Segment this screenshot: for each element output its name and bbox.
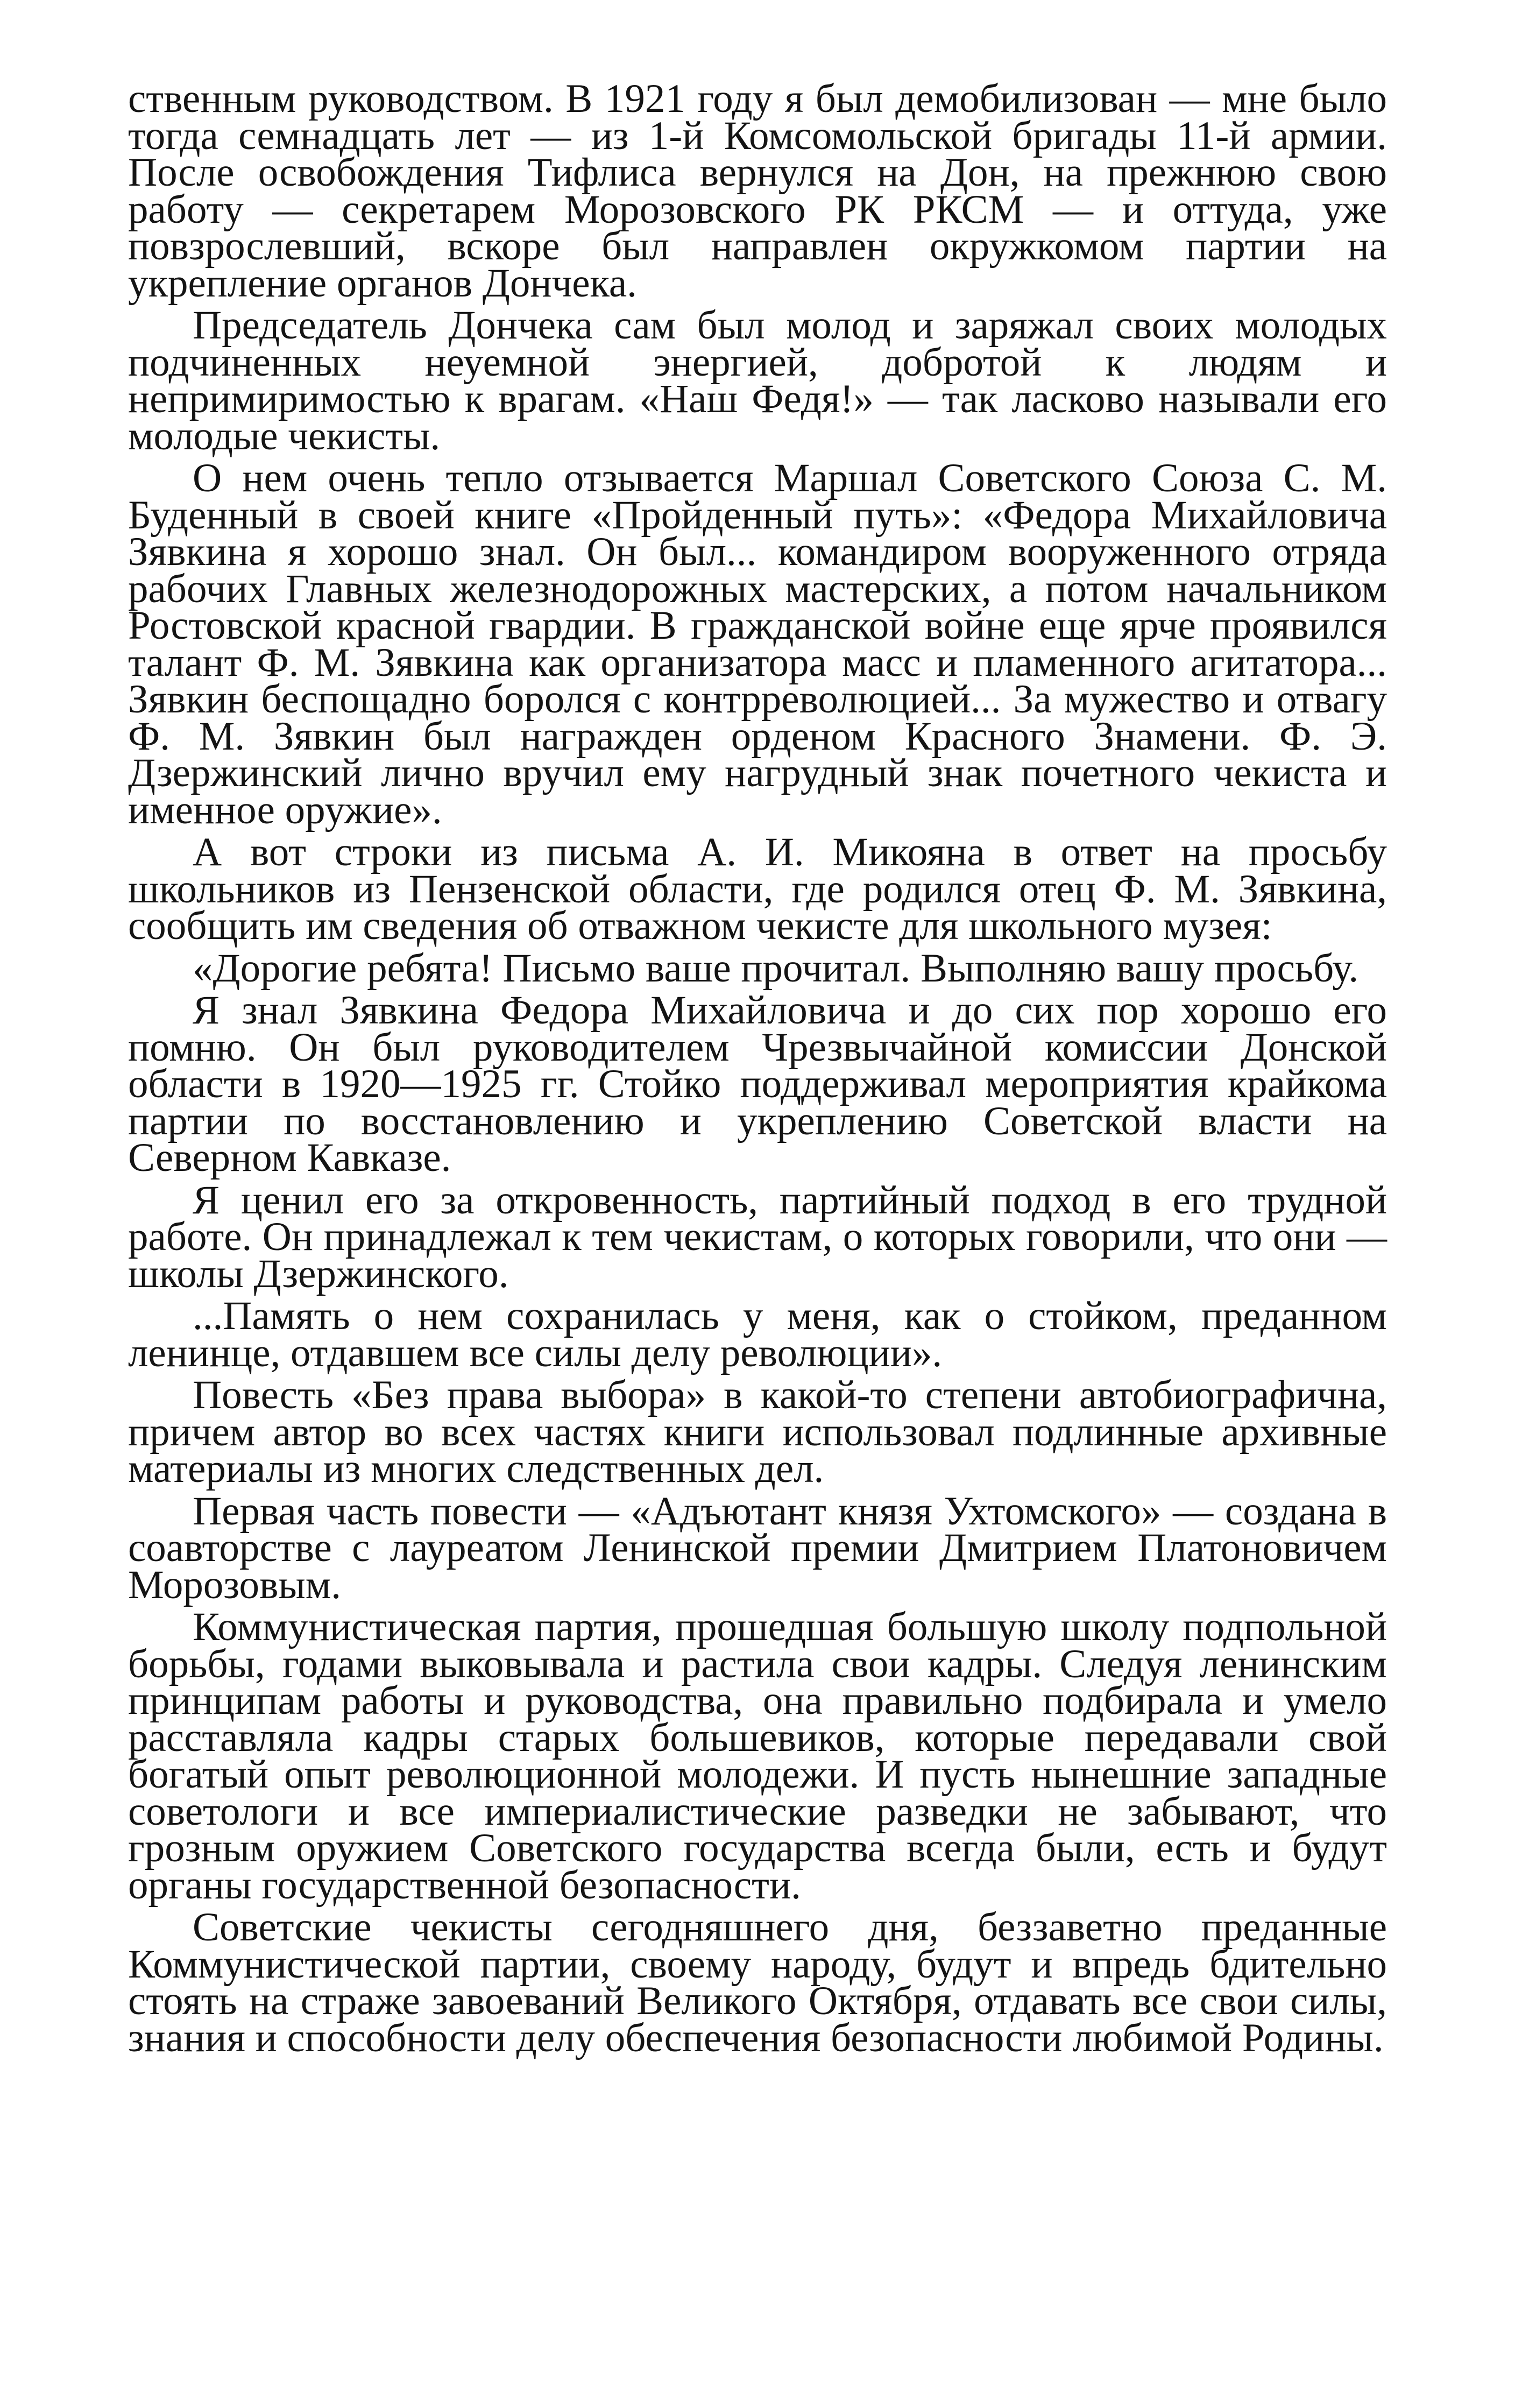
paragraph-6: Я знал Зявкина Федора Михайловича и до сих пор хорошо его помню. Он был руководителем Чрезвычайной комиссии Донской области в 1920—1925 гг. Стойко поддерживал мероприятия крайкома партии по восстановлению и укреплению Советской власти на Северном Кавказе.: [128, 988, 1387, 1180]
paragraph-8: ...Память о нем сохранилась у меня, как о стойком, преданном ленинце, отдавшем все силы делу революции».: [128, 1294, 1387, 1375]
paragraph-4: А вот строки из письма А. И. Микояна в ответ на просьбу школьников из Пензенской области, где родился отец Ф. М. Зявкина, сообщить им сведения об отважном чекисте для школьного музея:: [128, 830, 1387, 948]
paragraph-3: О нем очень тепло отзывается Маршал Советского Союза С. М. Буденный в своей книге «Пройденный путь»: «Федора Михайловича Зявкина я хорошо знал. Он был... командиром вооруженного отряда рабочих Главных железнодорожных мастерских, а потом начальником Ростовской красной гвардии. В гражданской войне еще ярче проявился талант Ф. М. Зявкина как организатора масс и пламенного агитатора... Зявкин беспощадно боролся с контрреволюцией... За мужество и отвагу Ф. М. Зявкин был награжден орденом Красного Знамени. Ф. Э. Дзержинский лично вручил ему нагрудный знак почетного чекиста и именное оружие».: [128, 456, 1387, 832]
body-text: [128, 76, 1387, 2062]
paragraph-9: Повесть «Без права выбора» в какой-то степени автобиографична, причем автор во всех частях книги использовал подлинные архивные материалы из многих следственных дел.: [128, 1373, 1387, 1491]
paragraph-12: Советские чекисты сегодняшнего дня, беззаветно преданные Коммунистической партии, своему народу, будут и впредь бдительно стоять на страже завоеваний Великого Октября, отдавать все свои силы, знания и способности делу обеспечения безопасности любимой Родины.: [128, 1905, 1387, 2060]
paragraph-7: Я ценил его за откровенность, партийный подход в его трудной работе. Он принадлежал к тем чекистам, о которых говорили, что они — школы Дзержинского.: [128, 1177, 1387, 1296]
paragraph-10: Первая часть повести — «Адъютант князя Ухтомского» — создана в соавторстве с лауреатом Ленинской премии Дмитрием Платоновичем Морозовым.: [128, 1488, 1387, 1607]
paragraph-11: Коммунистическая партия, прошедшая большую школу подпольной борьбы, годами выковывала и растила свои кадры. Следуя ленинским принципам работы и руководства, она правильно подбирала и умело расставляла кадры старых большевиков, которые передавали свой богатый опыт революционной молодежи. И пусть нынешние западные советологи и все империалистические разведки не забывают, что грозным оружием Советского государства всегда были, есть и будут органы государственной безопасности.: [128, 1605, 1387, 1908]
paragraph-5: «Дорогие ребята! Письмо ваше прочитал. Выполняю вашу просьбу.: [193, 945, 1359, 991]
paragraph-2: Председатель Дончека сам был молод и заряжал своих молодых подчиненных неуемной энергией, добротой к людям и непримиримостью к врагам. «Наш Федя!» — так ласково называли его молодые чекисты.: [128, 303, 1387, 458]
paragraph-1: ственным руководством. В 1921 году я был демобилизован — мне было тогда семнадцать лет — из 1-й Комсомольской бригады 11-й армии. После освобождения Тифлиса вернулся на Дон, на прежнюю свою работу — секретарем Морозовского РК РКСМ — и оттуда, уже повзрослевший, вскоре был направлен окружкомом партии на укрепление органов Дончека.: [128, 76, 1387, 306]
